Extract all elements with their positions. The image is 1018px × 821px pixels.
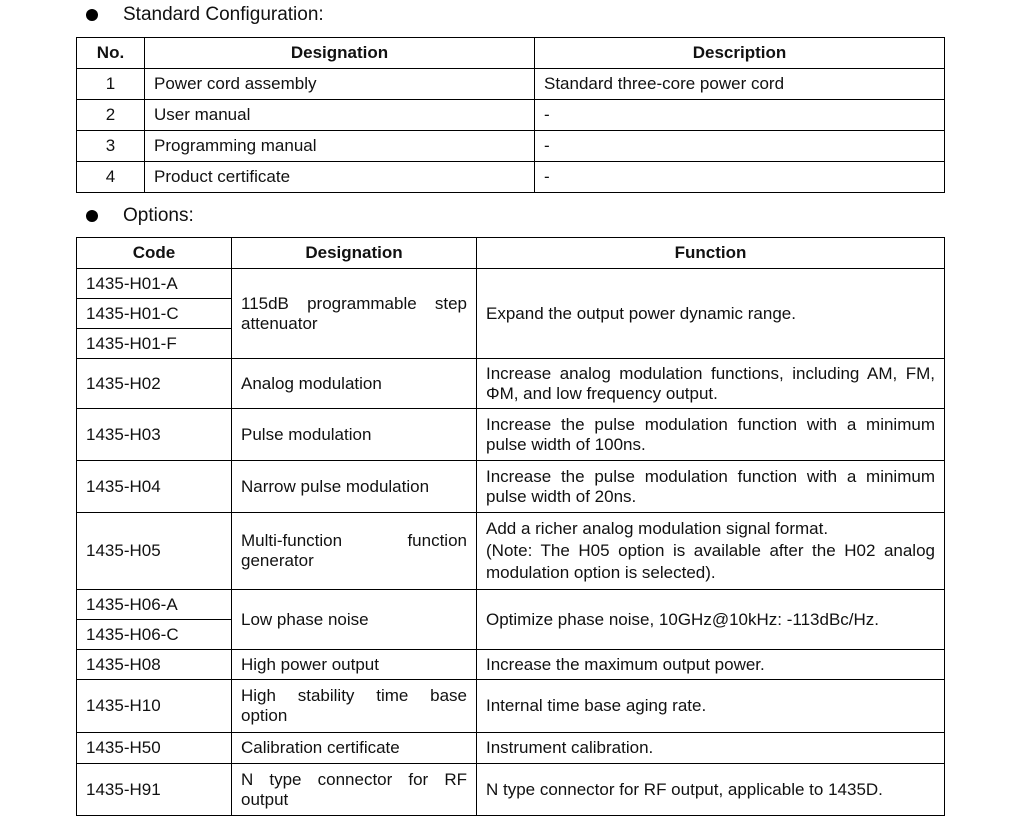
- option-code: 1435-H10: [77, 680, 232, 733]
- option-function: Optimize phase noise, 10GHz@10kHz: -113dBc/Hz.: [477, 590, 945, 650]
- standard-configuration-title: Standard Configuration:: [123, 4, 324, 25]
- options-heading: [86, 203, 194, 229]
- row-description: Standard three-core power cord: [535, 69, 945, 100]
- option-code: 1435-H01-A: [77, 269, 232, 299]
- table-row: [77, 100, 945, 131]
- row-designation: Power cord assembly: [145, 69, 535, 100]
- column-header-designation: Designation: [232, 238, 477, 269]
- option-designation: High stability time base option: [232, 680, 477, 733]
- column-header-description: Description: [535, 38, 945, 69]
- column-header-function: Function: [477, 238, 945, 269]
- column-header-no: No.: [77, 38, 145, 69]
- table-row: [77, 513, 945, 590]
- option-code: 1435-H02: [77, 359, 232, 409]
- bullet-icon: [86, 210, 98, 222]
- option-function: Increase the pulse modulation function with a minimum pulse width of 20ns.: [477, 461, 945, 513]
- option-code: 1435-H01-F: [77, 329, 232, 359]
- standard-configuration-table: [76, 37, 945, 193]
- table-row: [77, 131, 945, 162]
- option-designation: N type connector for RF output: [232, 764, 477, 816]
- row-number: 3: [77, 131, 145, 162]
- row-description: -: [535, 131, 945, 162]
- option-function: Instrument calibration.: [477, 733, 945, 764]
- option-code: 1435-H08: [77, 650, 232, 680]
- option-code: 1435-H06-A: [77, 590, 232, 620]
- option-function: Increase the maximum output power.: [477, 650, 945, 680]
- option-code: 1435-H01-C: [77, 299, 232, 329]
- table-row: [77, 650, 945, 680]
- bullet-icon: [86, 9, 98, 21]
- row-description: -: [535, 100, 945, 131]
- table-row: [77, 69, 945, 100]
- table-row: [77, 409, 945, 461]
- row-number: 2: [77, 100, 145, 131]
- option-code: 1435-H04: [77, 461, 232, 513]
- option-code: 1435-H91: [77, 764, 232, 816]
- option-designation: High power output: [232, 650, 477, 680]
- row-designation: Product certificate: [145, 162, 535, 193]
- table-header-row: [77, 238, 945, 269]
- option-code: 1435-H03: [77, 409, 232, 461]
- option-code: 1435-H06-C: [77, 620, 232, 650]
- table-row: [77, 359, 945, 409]
- table-row: [77, 733, 945, 764]
- option-designation: 115dB programmable step attenuator: [232, 269, 477, 359]
- option-function: N type connector for RF output, applicable to 1435D.: [477, 764, 945, 816]
- option-function: Add a richer analog modulation signal format. (Note: The H05 option is available after the H02 analog modulation option is selected).: [477, 513, 945, 590]
- option-code: 1435-H05: [77, 513, 232, 590]
- option-function: Increase analog modulation functions, including AM, FM, ΦM, and low frequency output.: [477, 359, 945, 409]
- table-row: [77, 680, 945, 733]
- column-header-code: Code: [77, 238, 232, 269]
- row-designation: User manual: [145, 100, 535, 131]
- row-designation: Programming manual: [145, 131, 535, 162]
- options-title: Options:: [123, 205, 194, 226]
- option-function: Increase the pulse modulation function with a minimum pulse width of 100ns.: [477, 409, 945, 461]
- option-designation: Narrow pulse modulation: [232, 461, 477, 513]
- row-description: -: [535, 162, 945, 193]
- table-row: [77, 461, 945, 513]
- table-row: [77, 764, 945, 816]
- option-designation: Calibration certificate: [232, 733, 477, 764]
- row-number: 4: [77, 162, 145, 193]
- column-header-designation: Designation: [145, 38, 535, 69]
- table-row: [77, 590, 945, 620]
- option-function: Internal time base aging rate.: [477, 680, 945, 733]
- option-function: Expand the output power dynamic range.: [477, 269, 945, 359]
- option-designation: Pulse modulation: [232, 409, 477, 461]
- row-number: 1: [77, 69, 145, 100]
- option-designation: Low phase noise: [232, 590, 477, 650]
- standard-configuration-heading: [86, 2, 324, 28]
- table-row: [77, 269, 945, 299]
- options-table: [76, 237, 945, 816]
- option-designation: Analog modulation: [232, 359, 477, 409]
- table-header-row: [77, 38, 945, 69]
- option-code: 1435-H50: [77, 733, 232, 764]
- option-designation: Multi-function function generator: [232, 513, 477, 590]
- table-row: [77, 162, 945, 193]
